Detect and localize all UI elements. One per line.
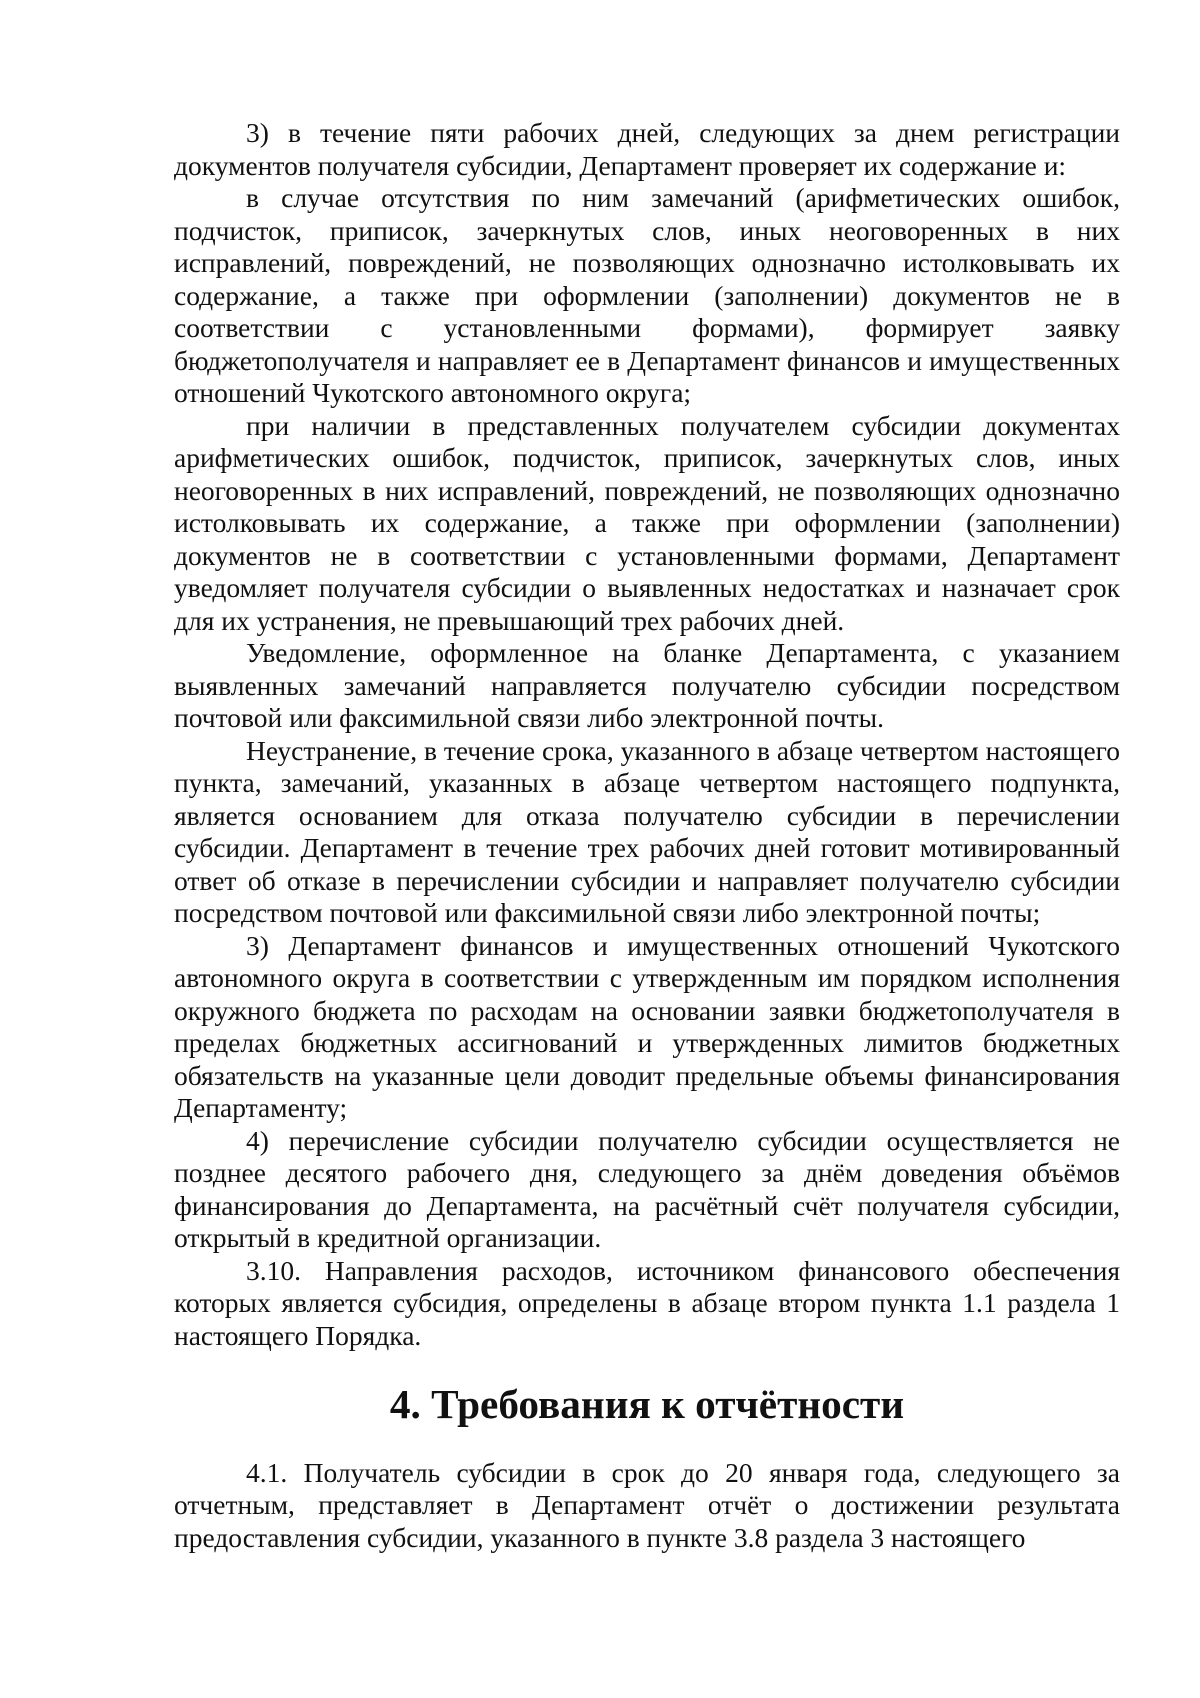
paragraph: 4.1. Получатель субсидии в срок до 20 января года, следующего за отчетным, представляет в Департамент отчёт о достижении результата предоставления субсидии, указанного в пункте 3.8 раздела 3 настоящего [174,1456,1120,1553]
document-page [174,117,1120,1554]
paragraph: 4) перечисление субсидии получателю субсидии осуществляется не позднее десятого рабочего дня, следующего за днём доведения объёмов финансирования до Департамента, на расчётный счёт получателя субсидии, открытый в кредитной организации. [174,1124,1120,1253]
paragraph: 3.10. Направления расходов, источником финансового обеспечения которых является субсидия, определены в абзаце втором пункта 1.1 раздела 1 настоящего Порядка. [174,1254,1120,1351]
paragraph: в случае отсутствия по ним замечаний (арифметических ошибок, подчисток, приписок, зачеркнутых слов, иных неоговоренных в них исправлений, повреждений, не позволяющих однозначно истолковывать их содержание, а также при оформлении (заполнении) документов не в соответствии с установленными формами), формирует заявку бюджетополучателя и направляет ее в Департамент финансов и имущественных отношений Чукотского автономного округа; [174,182,1120,408]
section-heading: 4. Требования к отчётности [389,1381,905,1427]
paragraph: 3) в течение пяти рабочих дней, следующих за днем регистрации документов получателя субсидии, Департамент проверяет их содержание и: [174,117,1120,181]
paragraph: при наличии в представленных получателем субсидии документах арифметических ошибок, подчисток, приписок, зачеркнутых слов, иных неоговоренных в них исправлений, повреждений, не позволяющих однозначно истолковывать их содержание, а также при оформлении (заполнении) документов не в соответствии с установленными формами, Департамент уведомляет получателя субсидии о выявленных недостатках и назначает срок для их устранения, не превышающий трех рабочих дней. [174,409,1120,636]
paragraph: Неустранение, в течение срока, указанного в абзаце четвертом настоящего пункта, замечаний, указанных в абзаце четвертом настоящего подпункта, является основанием для отказа получателю субсидии в перечислении субсидии. Департамент в течение трех рабочих дней готовит мотивированный ответ об отказе в перечислении субсидии и направляет получателю субсидии посредством почтовой или факсимильной связи либо электронной почты; [174,734,1120,928]
paragraph: Уведомление, оформленное на бланке Департамента, с указанием выявленных замечаний направляется получателю субсидии посредством почтовой или факсимильной связи либо электронной почты. [174,637,1120,733]
paragraph: 3) Департамент финансов и имущественных отношений Чукотского автономного округа в соответствии с утвержденным им порядком исполнения окружного бюджета по расходам на основании заявки бюджетополучателя в пределах бюджетных ассигнований и утвержденных лимитов бюджетных обязательств на указанные цели доводит предельные объемы финансирования Департаменту; [174,929,1120,1123]
